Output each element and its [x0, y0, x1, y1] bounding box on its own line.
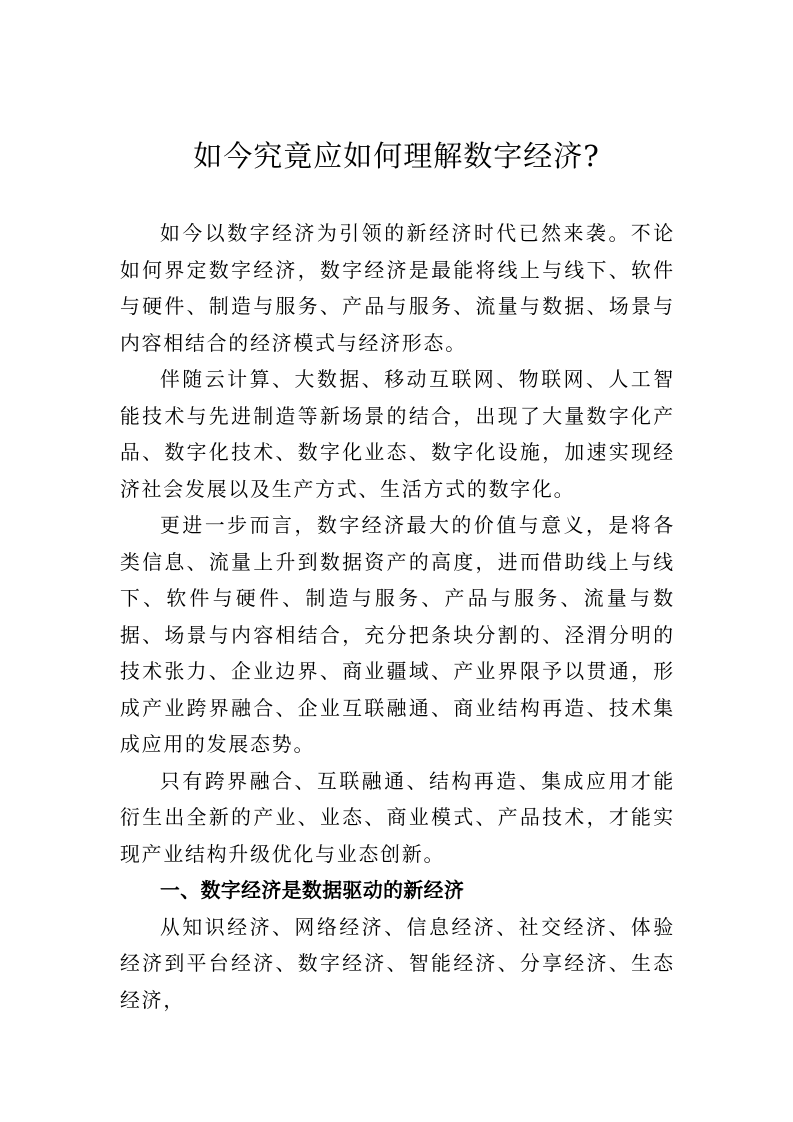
paragraph-technology: 伴随云计算、大数据、移动互联网、物联网、人工智能技术与先进制造等新场景的结合，出现了大量数字化产品、数字化技术、数字化业态、数字化设施，加速实现经济社会发展以及生产方式、生活方式的数字化。: [120, 368, 675, 501]
paragraph-integration: 只有跨界融合、互联融通、结构再造、集成应用才能衍生出全新的产业、业态、商业模式、产品技术，才能实现产业结构升级优化与业态创新。: [120, 769, 675, 866]
document-title: 如今究竟应如何理解数字经济?: [193, 139, 600, 173]
paragraph-value: 更进一步而言，数字经济最大的价值与意义，是将各类信息、流量上升到数据资产的高度，进而借助线上与线下、软件与硬件、制造与服务、产品与服务、流量与数据、场景与内容相结合，充分把条块分割的、泾渭分明的技术张力、企业边界、商业疆域、产业界限予以贯通，形成产业跨界融合、企业互联融通、商业结构再造、技术集成应用的发展态势。: [120, 514, 675, 756]
paragraph-section-start: 从知识经济、网络经济、信息经济、社交经济、体验经济到平台经济、数字经济、智能经济、分享经济、生态经济，: [120, 915, 675, 1012]
section-heading: 一、数字经济是数据驱动的新经济: [160, 879, 465, 902]
document-body: [120, 216, 675, 1019]
paragraph-intro: 如今以数字经济为引领的新经济时代已然来袭。不论如何界定数字经济，数字经济是最能将线上与线下、软件与硬件、制造与服务、产品与服务、流量与数据、场景与内容相结合的经济模式与经济形态。: [120, 222, 675, 355]
